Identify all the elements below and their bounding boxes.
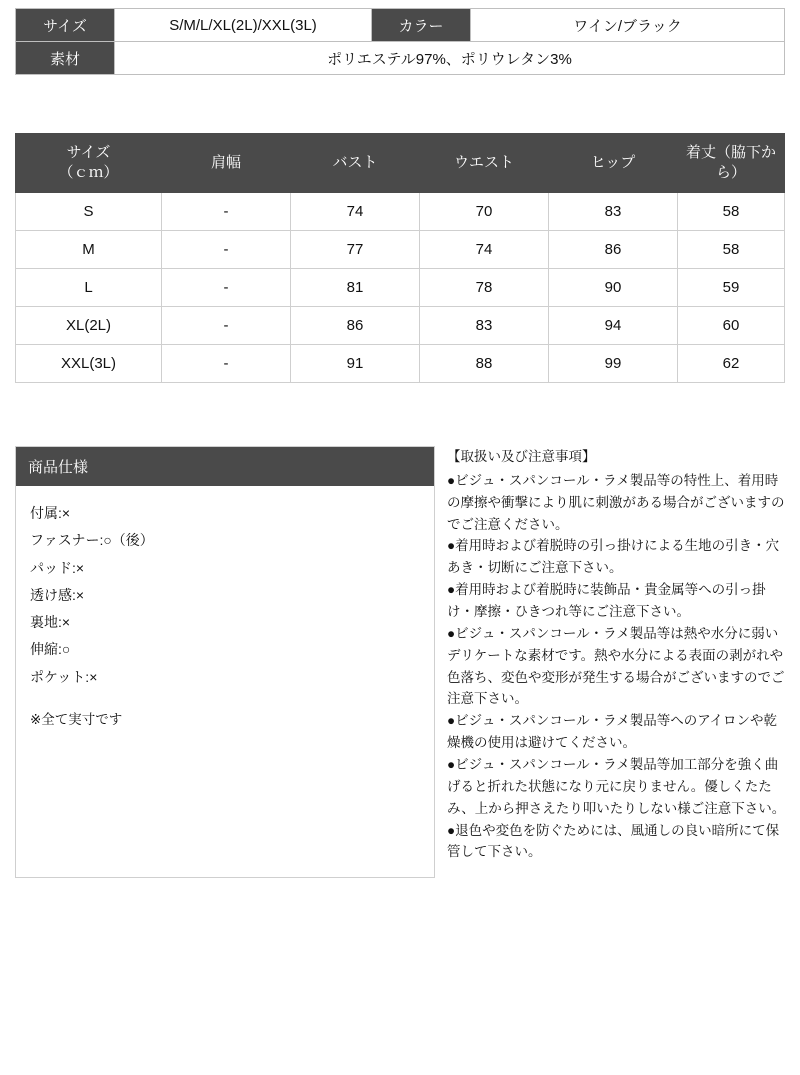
product-spec-table (15, 8, 785, 75)
cell-length: 59 (678, 269, 785, 307)
care-instruction-line: ●着用時および着脱時に装飾品・貴金属等への引っ掛け・摩擦・ひきつれ等にご注意下さい。 (447, 582, 766, 620)
size-chart (15, 133, 785, 383)
cell-shoulder: - (162, 231, 291, 269)
table-row (16, 269, 785, 307)
cell-size: M (16, 231, 162, 269)
cell-bust: 91 (291, 345, 420, 383)
cell-length: 62 (678, 345, 785, 383)
spec-value-color: ワイン/ブラック (471, 9, 785, 42)
spec-label-color: カラー (372, 9, 471, 42)
cell-hip: 83 (549, 193, 678, 231)
care-instructions-title: 【取扱い及び注意事項】 (447, 449, 596, 464)
table-row (16, 193, 785, 231)
cell-hip: 86 (549, 231, 678, 269)
cell-size: XL(2L) (16, 307, 162, 345)
list-item: 裏地:× (30, 614, 71, 631)
size-chart-header-size-line1: サイズ (66, 143, 111, 161)
list-item: 付属:× (30, 505, 71, 521)
cell-hip: 90 (549, 269, 678, 307)
table-row (16, 42, 785, 75)
product-spec-panel (15, 446, 435, 878)
care-instruction-line: ●着用時および着脱時の引っ掛けによる生地の引き・穴あき・切断にご注意下さい。 (447, 538, 780, 576)
spec-value-size: S/M/L/XL(2L)/XXL(3L) (115, 9, 372, 42)
table-row (16, 345, 785, 383)
cell-bust: 77 (291, 231, 420, 269)
care-instruction-line: ●退色や変色を防ぐためには、風通しの良い暗所にて保管して下さい。 (447, 822, 780, 860)
product-spec-body (16, 486, 434, 743)
cell-size: S (16, 193, 162, 231)
cell-waist: 78 (420, 269, 549, 307)
cell-size: XXL(3L) (16, 345, 162, 383)
table-row (16, 307, 785, 345)
cell-bust: 74 (291, 193, 420, 231)
cell-length: 60 (678, 307, 785, 345)
size-chart-table (15, 133, 785, 383)
cell-hip: 94 (549, 307, 678, 345)
cell-length: 58 (678, 193, 785, 231)
cell-bust: 81 (291, 269, 420, 307)
product-spec-title: 商品仕様 (16, 447, 434, 486)
size-chart-header-bust: バスト (291, 134, 420, 193)
size-chart-header-hip: ヒップ (549, 134, 678, 193)
care-instructions-panel (447, 446, 787, 863)
list-item: ファスナー:○（後） (30, 532, 154, 549)
cell-shoulder: - (162, 269, 291, 307)
cell-waist: 83 (420, 307, 549, 345)
size-chart-header-size (16, 134, 162, 193)
spec-label-size: サイズ (16, 9, 115, 42)
cell-length: 58 (678, 231, 785, 269)
cell-hip: 99 (549, 345, 678, 383)
table-row (16, 231, 785, 269)
list-item: ポケット:× (30, 668, 98, 685)
product-spec-footnote: ※全て実寸です (30, 712, 123, 728)
cell-waist: 70 (420, 193, 549, 231)
cell-waist: 74 (420, 231, 549, 269)
list-item: 伸縮:○ (30, 641, 71, 658)
care-instruction-line: ●ビジュ・スパンコール・ラメ製品等の特性上、着用時の摩擦や衝撃により肌に刺激がある場合がございますのでご注意ください。 (447, 472, 785, 532)
bottom-section (15, 446, 787, 878)
cell-waist: 88 (420, 345, 549, 383)
care-instruction-line: ●ビジュ・スパンコール・ラメ製品等加工部分を強く曲げると折れた状態になり元に戻りません。優しくたたみ、上から押さえたり叩いたりしない様ご注意下さい。 (447, 757, 786, 816)
table-row (16, 9, 785, 42)
size-chart-header-size-line2: （ｃｍ） (58, 164, 119, 181)
cell-shoulder: - (162, 307, 291, 345)
size-chart-header-length: 着丈（脇下から） (678, 134, 785, 193)
spec-label-material: 素材 (16, 42, 115, 75)
size-chart-header-row (16, 134, 785, 193)
care-instruction-line: ●ビジュ・スパンコール・ラメ製品等は熱や水分に弱いデリケートな素材です。熱や水分による表面の剥がれや色落ち、変色や変形が発生する場合がございますのでご注意下さい。 (447, 625, 785, 707)
list-item: パッド:× (30, 559, 85, 576)
care-instruction-line: ●ビジュ・スパンコール・ラメ製品等へのアイロンや乾燥機の使用は避けてください。 (447, 713, 777, 751)
cell-size: L (16, 269, 162, 307)
cell-bust: 86 (291, 307, 420, 345)
size-chart-header-shoulder: 肩幅 (162, 134, 291, 193)
cell-shoulder: - (162, 345, 291, 383)
spec-value-material: ポリエステル97%、ポリウレタン3% (115, 42, 785, 75)
list-item: 透け感:× (30, 586, 85, 603)
cell-shoulder: - (162, 193, 291, 231)
size-chart-header-waist: ウエスト (420, 134, 549, 193)
